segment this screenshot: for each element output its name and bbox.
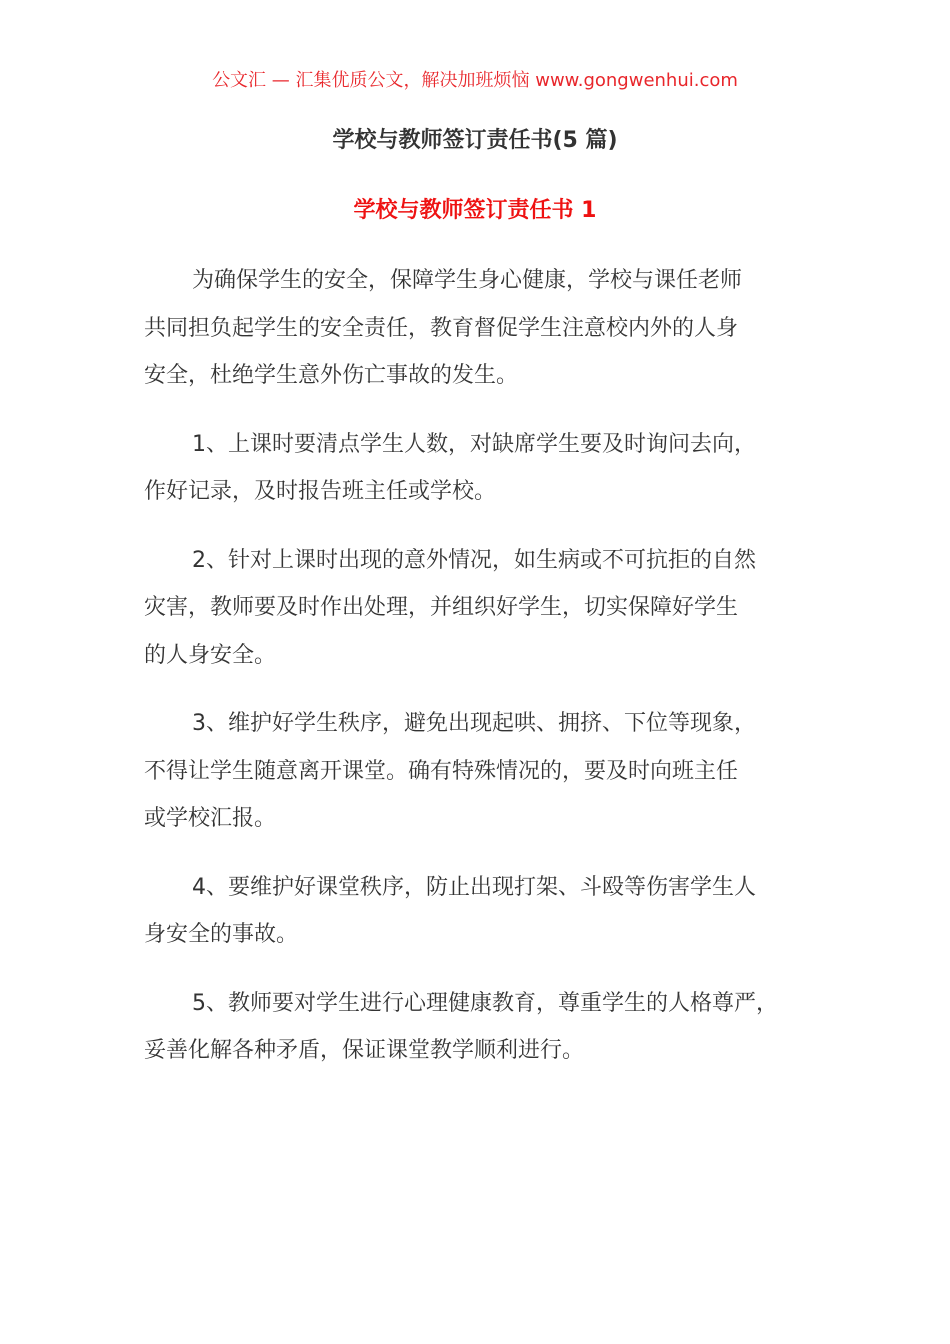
text-line: 2、针对上课时出现的意外情况，如生病或不可抗拒的自然 xyxy=(192,547,756,573)
paragraph xyxy=(144,980,834,1075)
site-banner: 公文汇 — 汇集优质公文，解决加班烦恼 www.gongwenhui.com xyxy=(212,70,738,91)
document-body xyxy=(144,257,834,1096)
text-line: 作好记录，及时报告班主任或学校。 xyxy=(144,479,497,504)
paragraph xyxy=(144,421,834,516)
text-line: 3、维护好学生秩序，避免出现起哄、拥挤、下位等现象， xyxy=(192,711,756,736)
text-line: 的人身安全。 xyxy=(144,642,277,668)
text-line: 4、要维护好课堂秩序，防止出现打架、斗殴等伤害学生人 xyxy=(192,874,756,900)
section-heading: 学校与教师签订责任书 1 xyxy=(353,198,597,223)
paragraph xyxy=(144,864,834,959)
paragraph xyxy=(144,700,834,843)
text-line: 灾害，教师要及时作出处理，并组织好学生，切实保障好学生 xyxy=(144,595,739,620)
text-line: 不得让学生随意离开课堂。确有特殊情况的，要及时向班主任 xyxy=(144,758,739,784)
text-line: 或学校汇报。 xyxy=(144,806,277,831)
text-line: 妥善化解各种矛盾，保证课堂教学顺利进行。 xyxy=(144,1038,585,1063)
paragraph xyxy=(144,537,834,680)
text-line: 安全，杜绝学生意外伤亡事故的发生。 xyxy=(144,363,519,388)
text-line: 共同担负起学生的安全责任，教育督促学生注意校内外的人身 xyxy=(144,315,739,341)
paragraph xyxy=(144,257,834,400)
text-line: 身安全的事故。 xyxy=(144,922,299,947)
text-line: 5、教师要对学生进行心理健康教育，尊重学生的人格尊严， xyxy=(192,990,778,1016)
text-line: 为确保学生的安全，保障学生身心健康，学校与课任老师 xyxy=(192,268,743,293)
document-title: 学校与教师签订责任书(5 篇) xyxy=(332,128,618,153)
text-line: 1、上课时要清点学生人数，对缺席学生要及时询问去向， xyxy=(192,431,756,457)
